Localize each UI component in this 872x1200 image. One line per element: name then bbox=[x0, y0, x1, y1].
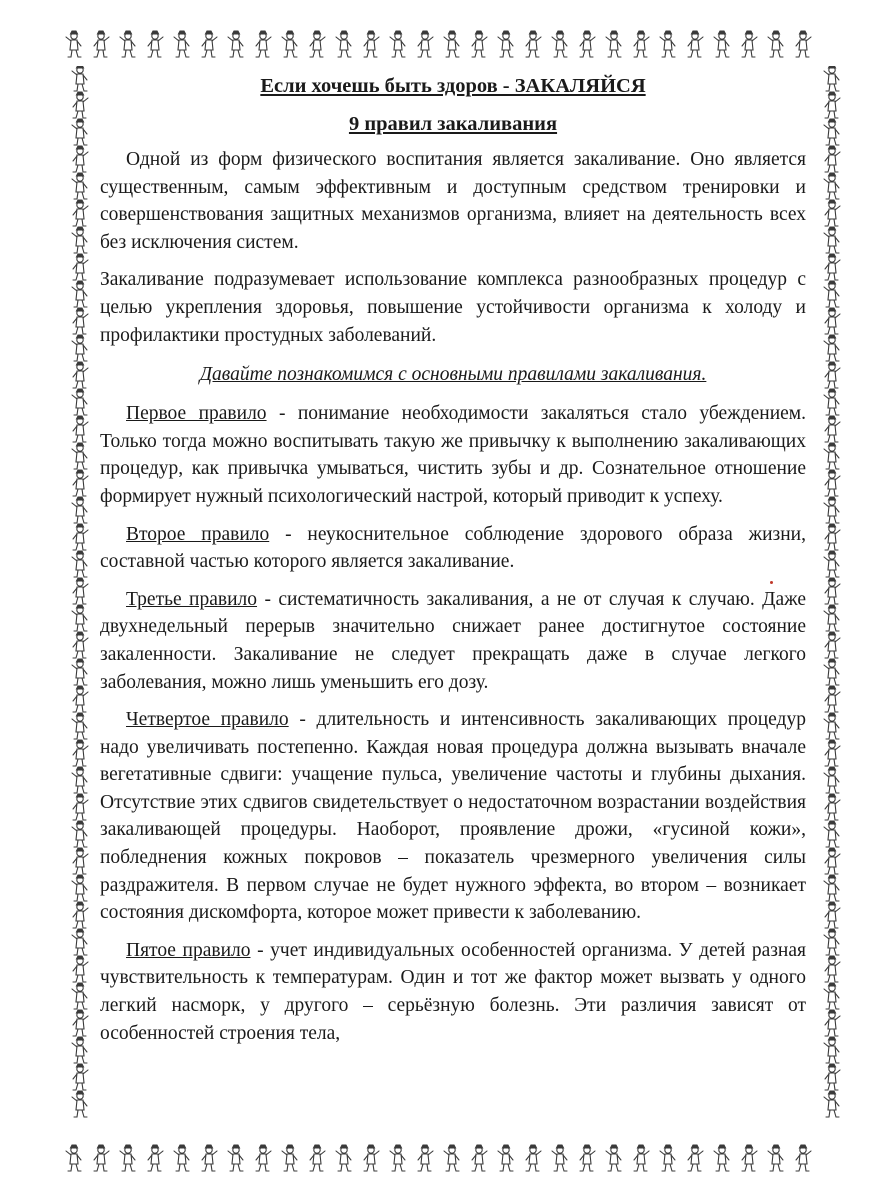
figure-icon bbox=[824, 1037, 839, 1063]
figure-icon bbox=[73, 524, 88, 550]
intro-paragraph-1: Одной из форм физического воспитания является закаливание. Оно является существенным, самым эффективным и доступным средством тренировки и совершенствования защитных механизмов организма, влияет на деятельность всех без исключения систем. bbox=[100, 149, 806, 253]
figure-icon bbox=[310, 31, 325, 57]
figure-icon bbox=[72, 551, 87, 577]
figure-icon bbox=[824, 821, 839, 847]
figure-icon bbox=[824, 497, 839, 523]
rule-paragraph bbox=[100, 706, 806, 927]
figure-icon bbox=[768, 1145, 783, 1171]
border-bottom-icons bbox=[60, 1136, 830, 1180]
figure-icon bbox=[580, 31, 595, 57]
figure-icon bbox=[825, 146, 840, 172]
figure-icon bbox=[120, 31, 135, 57]
figure-icon bbox=[73, 362, 88, 388]
figure-icon bbox=[825, 848, 840, 874]
rule-name: Пятое правило bbox=[126, 939, 251, 961]
rule-name: Первое правило bbox=[126, 403, 267, 425]
figure-icon bbox=[256, 31, 271, 57]
figure-icon bbox=[444, 1145, 459, 1171]
figure-icon bbox=[174, 31, 189, 57]
figure-icon bbox=[72, 497, 87, 523]
figure-icon bbox=[72, 389, 87, 415]
figure-icon bbox=[66, 1145, 81, 1171]
figure-icon bbox=[714, 1145, 729, 1171]
figure-icon bbox=[120, 1145, 135, 1171]
figure-icon bbox=[825, 254, 840, 280]
figure-icon bbox=[336, 31, 351, 57]
intro-paragraph-2: Закаливание подразумевает использование комплекса разнообразных процедур с целью укрепления здоровья, повышение устойчивости организма к холоду и профилактики простудных заболеваний. bbox=[100, 269, 806, 346]
figure-icon bbox=[824, 227, 839, 253]
figure-icon bbox=[282, 31, 297, 57]
figure-icon bbox=[824, 875, 839, 901]
figure-icon bbox=[73, 308, 88, 334]
figure-icon bbox=[73, 902, 88, 928]
figure-icon bbox=[825, 362, 840, 388]
figure-icon bbox=[202, 31, 217, 57]
figure-icon bbox=[73, 632, 88, 658]
figure-icon bbox=[66, 31, 81, 57]
figure-icon bbox=[72, 821, 87, 847]
figure-icon bbox=[73, 470, 88, 496]
rule-name: Четвертое правило bbox=[126, 709, 289, 731]
figure-icon bbox=[768, 31, 783, 57]
figure-icon bbox=[824, 281, 839, 307]
figure-icon bbox=[825, 686, 840, 712]
rules-lead-in: Давайте познакомимся с основными правилами закаливания. bbox=[199, 364, 707, 386]
rule-text: - неукоснительное соблюдение здорового образа жизни, составной частью которого является закаливание. bbox=[100, 523, 806, 573]
figure-icon bbox=[73, 740, 88, 766]
figure-icon bbox=[72, 983, 87, 1009]
page-title: Если хочешь быть здоров - ЗАКАЛЯЙСЯ bbox=[260, 75, 646, 97]
figure-icon bbox=[73, 92, 88, 118]
figure-icon bbox=[364, 31, 379, 57]
figure-icon bbox=[796, 1145, 811, 1171]
figure-icon bbox=[72, 767, 87, 793]
figure-icon bbox=[336, 1145, 351, 1171]
figure-icon bbox=[228, 1145, 243, 1171]
figure-icon bbox=[580, 1145, 595, 1171]
figure-icon bbox=[825, 470, 840, 496]
figure-icon bbox=[824, 443, 839, 469]
figure-icon bbox=[825, 956, 840, 982]
figure-icon bbox=[634, 1145, 649, 1171]
figure-icon bbox=[148, 31, 163, 57]
figure-icon bbox=[634, 31, 649, 57]
rule-paragraph bbox=[100, 586, 806, 696]
figure-icon bbox=[72, 66, 87, 91]
figure-icon bbox=[72, 1037, 87, 1063]
figure-icon bbox=[94, 31, 109, 57]
rule-name: Третье правило bbox=[126, 588, 258, 610]
figure-icon bbox=[714, 31, 729, 57]
ink-speck bbox=[770, 581, 773, 584]
figure-icon bbox=[72, 605, 87, 631]
figure-icon bbox=[825, 1010, 840, 1036]
figure-icon bbox=[824, 659, 839, 685]
rule-name: Второе правило bbox=[126, 523, 270, 545]
figure-icon bbox=[824, 1091, 839, 1117]
figure-icon bbox=[202, 1145, 217, 1171]
figure-icon bbox=[825, 416, 840, 442]
figure-icon bbox=[824, 713, 839, 739]
figure-icon bbox=[825, 578, 840, 604]
figure-icon bbox=[824, 335, 839, 361]
figure-icon bbox=[228, 31, 243, 57]
border-right bbox=[810, 66, 854, 1136]
figure-icon bbox=[94, 1145, 109, 1171]
figure-icon bbox=[73, 254, 88, 280]
figure-icon bbox=[660, 31, 675, 57]
figure-icon bbox=[742, 31, 757, 57]
figure-icon bbox=[148, 1145, 163, 1171]
figure-icon bbox=[824, 983, 839, 1009]
figure-icon bbox=[72, 875, 87, 901]
figure-icon bbox=[742, 1145, 757, 1171]
figure-icon bbox=[444, 31, 459, 57]
figure-icon bbox=[526, 31, 541, 57]
figure-icon bbox=[72, 713, 87, 739]
figure-icon bbox=[825, 632, 840, 658]
document-body bbox=[100, 72, 806, 1047]
figure-icon bbox=[796, 31, 811, 57]
rule-paragraph bbox=[100, 937, 806, 1047]
figure-icon bbox=[418, 31, 433, 57]
figure-icon bbox=[72, 119, 87, 145]
border-top bbox=[60, 22, 830, 66]
border-bottom bbox=[60, 1136, 830, 1180]
figure-icon bbox=[472, 1145, 487, 1171]
figure-icon bbox=[824, 929, 839, 955]
figure-icon bbox=[825, 524, 840, 550]
figure-icon bbox=[825, 1064, 840, 1090]
rule-paragraph bbox=[100, 521, 806, 576]
figure-icon bbox=[72, 929, 87, 955]
figure-icon bbox=[552, 31, 567, 57]
figure-icon bbox=[390, 31, 405, 57]
figure-icon bbox=[688, 31, 703, 57]
figure-icon bbox=[72, 443, 87, 469]
figure-icon bbox=[73, 956, 88, 982]
figure-icon bbox=[310, 1145, 325, 1171]
border-top-icons bbox=[60, 22, 830, 66]
border-left-icons bbox=[58, 66, 102, 1136]
figure-icon bbox=[606, 1145, 621, 1171]
figure-icon bbox=[552, 1145, 567, 1171]
figure-icon bbox=[824, 551, 839, 577]
figure-icon bbox=[73, 1010, 88, 1036]
figure-icon bbox=[824, 119, 839, 145]
figure-icon bbox=[72, 281, 87, 307]
figure-icon bbox=[825, 902, 840, 928]
figure-icon bbox=[824, 389, 839, 415]
figure-icon bbox=[688, 1145, 703, 1171]
rule-paragraph bbox=[100, 400, 806, 510]
border-left bbox=[58, 66, 102, 1136]
figure-icon bbox=[418, 1145, 433, 1171]
figure-icon bbox=[72, 659, 87, 685]
figure-icon bbox=[73, 200, 88, 226]
figure-icon bbox=[824, 173, 839, 199]
figure-icon bbox=[282, 1145, 297, 1171]
figure-icon bbox=[73, 686, 88, 712]
figure-icon bbox=[72, 1091, 87, 1117]
rule-text: - учет индивидуальных особенностей организма. У детей разная чувствительность к температурам. Один и тот же фактор может вызвать у одного легкий насморк, у другого – серьёзную болезнь. Эти различия зависят от особенностей строения тела, bbox=[100, 939, 806, 1044]
figure-icon bbox=[825, 740, 840, 766]
figure-icon bbox=[73, 1064, 88, 1090]
figure-icon bbox=[72, 173, 87, 199]
figure-icon bbox=[526, 1145, 541, 1171]
figure-icon bbox=[660, 1145, 675, 1171]
figure-icon bbox=[825, 794, 840, 820]
figure-icon bbox=[72, 227, 87, 253]
figure-icon bbox=[73, 848, 88, 874]
figure-icon bbox=[472, 31, 487, 57]
border-right-icons bbox=[810, 66, 854, 1136]
figure-icon bbox=[824, 66, 839, 91]
figure-icon bbox=[73, 416, 88, 442]
rule-text: - длительность и интенсивность закаливающих процедур надо увеличивать постепенно. Каждая новая процедура должна вызывать вначале вегетативные сдвиги: учащение пульса, увеличение частоты и глубины дыхания. Отсутствие этих сдвигов свидетельствует о недостаточном возрастании воздействия закаливающей процедуры. Наоборот, проявление дрожи, «гусиной кожи», побледнения кожных покровов – показатель чрезмерного увеличения силы раздражителя. В первом случае не будет нужного эффекта, во втором – возникает состояния дискомфорта, которое может привести к заболеванию. bbox=[100, 709, 806, 924]
figure-icon bbox=[174, 1145, 189, 1171]
rule-text: - систематичность закаливания, а не от случая к случаю. Даже двухнедельный перерыв значительно снижает ранее достигнутое состояние закаленности. Закаливание не следует прекращать даже в случае легкого заболевания, можно лишь уменьшить его дозу. bbox=[100, 588, 806, 693]
figure-icon bbox=[498, 31, 513, 57]
figure-icon bbox=[364, 1145, 379, 1171]
figure-icon bbox=[824, 605, 839, 631]
figure-icon bbox=[73, 794, 88, 820]
figure-icon bbox=[498, 1145, 513, 1171]
figure-icon bbox=[73, 146, 88, 172]
figure-icon bbox=[72, 335, 87, 361]
figure-icon bbox=[256, 1145, 271, 1171]
rule-text: - понимание необходимости закаляться стало убеждением. Только тогда можно воспитывать такую же привычку к выполнению закаливающих процедур, как привычка умываться, чистить зубы и др. Сознательное отношение формирует нужный психологический настрой, который приводит к успеху. bbox=[100, 403, 807, 507]
figure-icon bbox=[825, 92, 840, 118]
figure-icon bbox=[824, 767, 839, 793]
figure-icon bbox=[73, 578, 88, 604]
figure-icon bbox=[606, 31, 621, 57]
figure-icon bbox=[825, 308, 840, 334]
figure-icon bbox=[825, 200, 840, 226]
figure-icon bbox=[390, 1145, 405, 1171]
page-subtitle: 9 правил закаливания bbox=[348, 113, 558, 135]
